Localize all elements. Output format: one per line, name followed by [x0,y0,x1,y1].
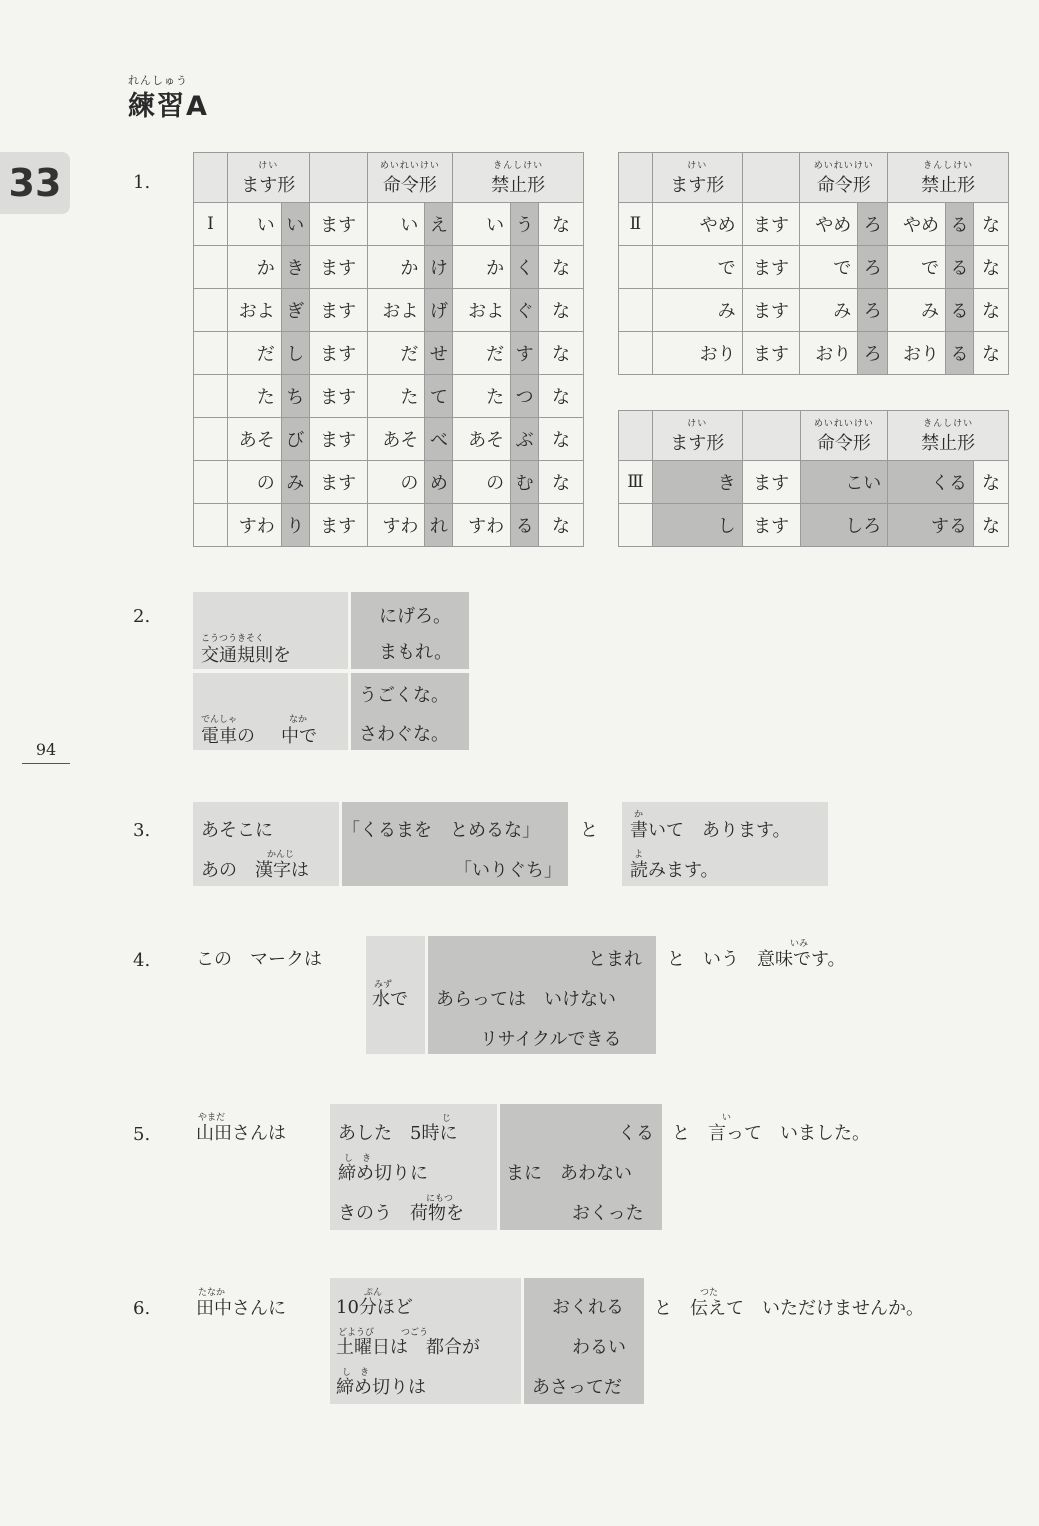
table-row [194,461,584,504]
group-label [194,332,228,375]
imperative-form-header: めいれいけい 命令形 [800,411,888,461]
table-row [619,289,1009,332]
prohibitive-ending: る [946,289,974,332]
stem: で [800,246,858,289]
imperative-ending: て [425,375,453,418]
masu-form-header: けい ます形 [227,153,309,203]
stem: やめ [888,203,946,246]
na-particle: な [539,332,584,375]
stem: い [453,203,511,246]
table-row [619,461,1009,504]
masu-word: ます [309,246,367,289]
exercise-1-number: 1. [133,172,151,193]
ex6-lead-ruby: たなか [198,1288,226,1298]
ex6-right-box: おくれる わるい あさってだ [524,1278,644,1404]
prohibitive-ending: る [946,246,974,289]
imperative-ending: れ [425,504,453,547]
group-label [194,375,228,418]
masu-ending: り [281,504,309,547]
ex2-right-box-2: うごくな。 さわぐな。 [351,673,469,750]
table-row [194,504,584,547]
stem: すわ [367,504,425,547]
masu-word: ます [742,246,800,289]
masu-ending: い [281,203,309,246]
stem: か [367,246,425,289]
imperative-ending: え [425,203,453,246]
group-label [194,504,228,547]
stem: み [888,289,946,332]
masu-ending: ぎ [281,289,309,332]
stem: か [453,246,511,289]
na-particle: な [539,203,584,246]
stem: い [227,203,281,246]
prohibitive-ending: く [511,246,539,289]
na-particle: な [539,246,584,289]
na-particle: な [539,504,584,547]
imperative-ending: ろ [858,289,888,332]
masu-form-header: けい ます形 [652,153,742,203]
group-label: Ⅰ [194,203,228,246]
stem: およ [367,289,425,332]
stem: およ [453,289,511,332]
ex6-lead: 田中さんに [196,1298,286,1319]
table-row [619,246,1009,289]
stem: おり [888,332,946,375]
table-row [619,203,1009,246]
na-particle: な [974,289,1009,332]
imperative-form: しろ [800,504,888,547]
stem: やめ [800,203,858,246]
table-row [194,203,584,246]
table-row [619,332,1009,375]
exercise-5-number: 5. [133,1124,151,1145]
stem: み [800,289,858,332]
masu-ending: き [281,246,309,289]
ex4-tail-ruby: いみ [790,939,809,949]
imperative-form: こい [800,461,888,504]
group1-conjugation-table [193,152,584,547]
prohibitive-form-header: きんしけい 禁止形 [888,153,1009,203]
stem: で [652,246,742,289]
ex5-lead-ruby: やまだ [198,1113,226,1123]
group-label [619,504,653,547]
masu-word: ます [742,504,800,547]
stem: た [453,375,511,418]
ex5-lead: 山田さんは [196,1123,286,1144]
stem: おり [800,332,858,375]
group3-conjugation-table [618,410,1009,547]
exercise-4-number: 4. [133,950,151,971]
masu-word: ます [742,332,800,375]
ex4-tail: と いう 意味です。 [667,949,846,970]
ex6-left-box: ぷん 10分ほど どようび つごう 土曜日は 都合が し き 締め切りは [330,1278,521,1404]
ex2-left-box-2: でんしゃ なか 電車の 中で [193,673,348,750]
ex4-right-box: とまれ あらっては いけない リサイクルできる [428,936,656,1054]
masu-word: ます [309,504,367,547]
stem: か [227,246,281,289]
na-particle: な [974,461,1009,504]
prohibitive-stem: くる [888,461,974,504]
stem: あそ [453,418,511,461]
na-particle: な [974,504,1009,547]
masu-stem: き [652,461,742,504]
masu-ending: び [281,418,309,461]
masu-ending: ち [281,375,309,418]
stem: およ [227,289,281,332]
table-row [194,246,584,289]
group-label [194,289,228,332]
ex3-verb-box: か 書いて あります。 よ 読みます。 [622,802,828,886]
ex5-tail: と 言って いました。 [672,1123,870,1144]
ex5-right-box: くる まに あわない おくった [500,1104,662,1230]
masu-word: ます [309,418,367,461]
stem: で [888,246,946,289]
ex2-right-box-1: にげろ。 まもれ。 [351,592,469,669]
na-particle: な [539,289,584,332]
imperative-ending: ろ [858,203,888,246]
stem: の [367,461,425,504]
na-particle: な [539,375,584,418]
title-ruby: れんしゅう [128,74,188,87]
group-label [619,332,653,375]
group-label: Ⅲ [619,461,653,504]
group-label [194,418,228,461]
stem: だ [367,332,425,375]
na-particle: な [974,332,1009,375]
ex6-tail: と 伝えて いただけませんか。 [654,1298,924,1319]
imperative-ending: け [425,246,453,289]
imperative-ending: げ [425,289,453,332]
masu-form-header: けい ます形 [652,411,742,461]
stem: やめ [652,203,742,246]
ex3-particle-to: と [580,820,598,841]
na-particle: な [539,418,584,461]
ex2-left-box-1: こうつうきそく 交通規則を [193,592,348,669]
group-label [619,246,653,289]
prohibitive-stem: する [888,504,974,547]
prohibitive-form-header: きんしけい 禁止形 [453,153,584,203]
masu-stem: し [652,504,742,547]
stem: の [227,461,281,504]
group-label [194,461,228,504]
group-label: Ⅱ [619,203,653,246]
stem: すわ [227,504,281,547]
masu-word: ます [309,203,367,246]
stem: あそ [227,418,281,461]
na-particle: な [974,246,1009,289]
imperative-form-header: めいれいけい 命令形 [367,153,453,203]
exercise-6-number: 6. [133,1298,151,1319]
stem: た [227,375,281,418]
ex3-quote-box: 「くるまを とめるな」 「いりぐち」 [342,802,568,886]
group2-conjugation-table [618,152,1009,375]
prohibitive-ending: る [946,332,974,375]
page-number: 94 [22,740,70,764]
stem: み [652,289,742,332]
page-title: 練習A [128,91,209,122]
imperative-ending: ろ [858,332,888,375]
stem: だ [453,332,511,375]
stem: い [367,203,425,246]
exercise-2-number: 2. [133,606,151,627]
ex5-left-box: じ あした 5時に し き 締め切りに にもつ きのう 荷物を [330,1104,497,1230]
prohibitive-ending: ぐ [511,289,539,332]
masu-word: ます [742,289,800,332]
exercise-3-number: 3. [133,820,151,841]
table-row [194,289,584,332]
masu-word: ます [309,332,367,375]
stem: おり [652,332,742,375]
na-particle: な [539,461,584,504]
imperative-ending: め [425,461,453,504]
prohibitive-ending: る [511,504,539,547]
masu-word: ます [742,203,800,246]
prohibitive-ending: ぶ [511,418,539,461]
imperative-form-header: めいれいけい 命令形 [800,153,888,203]
prohibitive-form-header: きんしけい 禁止形 [888,411,1009,461]
na-particle: な [974,203,1009,246]
group-label [194,246,228,289]
stem: た [367,375,425,418]
masu-word: ます [309,289,367,332]
table-row [194,375,584,418]
masu-ending: み [281,461,309,504]
masu-word: ます [309,375,367,418]
masu-word: ます [309,461,367,504]
stem: だ [227,332,281,375]
prohibitive-ending: す [511,332,539,375]
prohibitive-ending: む [511,461,539,504]
prohibitive-ending: う [511,203,539,246]
table-row [194,418,584,461]
stem: すわ [453,504,511,547]
stem: の [453,461,511,504]
group-label [619,289,653,332]
prohibitive-ending: つ [511,375,539,418]
table-row [194,332,584,375]
ex4-lead: この マークは [196,949,322,970]
ex3-subject-box: あそこに かんじ あの 漢字は [193,802,339,886]
ex6-tail-ruby: つた [700,1288,719,1298]
stem: あそ [367,418,425,461]
ex4-left-box: みず 水で [366,936,425,1054]
ex5-tail-ruby: い [722,1113,732,1123]
masu-word: ます [742,461,800,504]
imperative-ending: せ [425,332,453,375]
imperative-ending: べ [425,418,453,461]
masu-ending: し [281,332,309,375]
lesson-number-badge: 33 [0,152,70,214]
table-row [619,504,1009,547]
prohibitive-ending: る [946,203,974,246]
imperative-ending: ろ [858,246,888,289]
